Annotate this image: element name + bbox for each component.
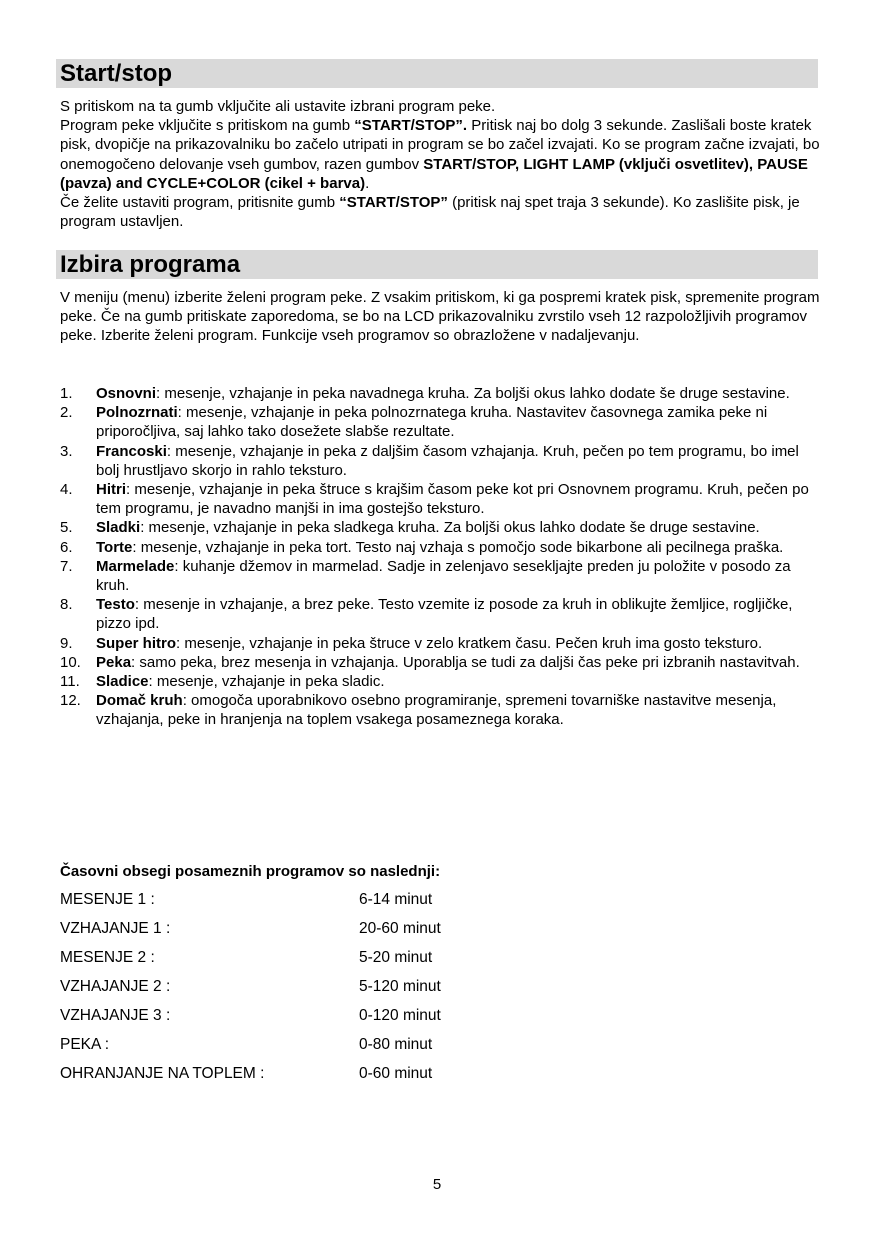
times-table [60,885,560,1088]
start-stop-line2-bold: “START/STOP”. [354,117,468,135]
time-row [60,972,560,1001]
program-description: : mesenje, vzhajanje in peka sladkega kruha. Za boljši okus lahko dodate še druge sestavine. [140,519,760,537]
start-stop-line3-post: (pritisk naj spet traja 3 sekunde). Ko zaslišite pisk, je program ustavljen. [60,194,800,231]
time-label: PEKA : [60,1036,110,1053]
program-name: Super hitro [96,634,177,652]
time-value: 0-60 minut [359,1065,433,1082]
program-item [60,442,820,480]
program-name: Sladki [96,519,141,537]
program-item [60,538,820,557]
program-name: Polnozrnati [96,404,178,422]
program-name: Francoski [96,442,167,460]
program-list [60,384,820,730]
program-item [60,634,820,653]
start-stop-line2-end: . [365,174,370,192]
program-item [60,480,820,518]
program-description: : omogoča uporabnikovo osebno programiranje, spremeni tovarniške nastavitve mesenja, vzhajanja, peke in hranjenja na toplem vsakega posameznega koraka. [96,692,777,729]
time-row [60,885,560,914]
izbira-programa-intro: V meniju (menu) izberite želeni program peke. Z vsakim pritiskom, ki ga pospremi kratek pisk, spremenite program peke. Če na gumb pritiskate zaporedoma, se bo na LCD prikazovalniku zvrstilo vseh 12 razpoložljivih programov peke. Izberite želeni program. Funkcije vseh programov so obrazložene v nadaljevanju. [60,289,820,345]
program-description: : mesenje, vzhajanje in peka sladic. [148,673,385,691]
program-description: : mesenje, vzhajanje in peka tort. Testo naj vzhaja s pomočjo sode bikarbone ali pecilnega praška. [132,538,784,556]
start-stop-line2-pre: Program peke vključite s pritiskom na gumb [60,117,355,135]
time-label: MESENJE 1 : [60,891,155,908]
time-value: 5-20 minut [359,949,433,966]
start-stop-line1: S pritiskom na ta gumb vključite ali ustavite izbrani program peke. [60,98,496,115]
program-number: 6. [60,538,73,556]
program-item [60,691,820,729]
start-stop-line3-bold: “START/STOP” [339,194,448,212]
program-name: Osnovni [96,385,157,402]
program-number: 7. [60,557,73,575]
program-description: : mesenje in vzhajanje, a brez peke. Testo vzemite iz posode za kruh in oblikujte žemljice, rogljičke, pizzo ipd. [96,596,793,633]
program-number: 4. [60,481,73,499]
program-item [60,518,820,537]
start-stop-line2-bold2: START/STOP, LIGHT LAMP (vključi osvetlitev), PAUSE (pavza) and CYCLE+COLOR (cikel + barva) [60,155,808,192]
time-value: 0-120 minut [359,1007,441,1024]
program-item [60,653,820,672]
time-value: 6-14 minut [359,891,433,908]
program-number: 9. [60,634,73,652]
program-name: Domač kruh [96,692,183,710]
program-number: 2. [60,404,73,422]
program-description: : mesenje, vzhajanje in peka štruce v zelo kratkem času. Pečen kruh ima gosto teksturo. [176,634,763,652]
start-stop-text [60,97,820,231]
program-number: 11. [60,673,80,691]
program-name: Hitri [96,481,126,499]
program-item [60,595,820,633]
program-item [60,384,820,403]
section-heading-izbira-programa: Izbira programa [56,250,818,279]
time-value: 5-120 minut [359,978,441,995]
program-name: Peka [96,653,132,671]
program-description: : kuhanje džemov in marmelad. Sadje in zelenjavo sesekljajte preden ju položite v posodo za kruh. [96,557,791,595]
program-number: 10. [60,653,81,671]
time-label: OHRANJANJE NA TOPLEM : [60,1065,265,1082]
time-value: 20-60 minut [359,920,441,937]
start-stop-line2-post: Pritisk naj bo dolg 3 sekunde. Zaslišali boste kratek pisk, dvopičje na prikazovalniku bo začelo utripati in program se bo začel izvajati. Ko se program začne izvajati, bo onemogočeno delovanje vseh gumbov, razen gumbov [60,117,820,173]
program-description: : mesenje, vzhajanje in peka z daljšim časom vzhajanja. Kruh, pečen po tem programu, bo imel bolj hrustljavo skorjo in rahlo teksturo. [96,442,799,479]
time-label: VZHAJANJE 3 : [60,1007,171,1024]
program-item [60,672,820,691]
program-name: Sladice [96,673,149,691]
page-number: 5 [432,1176,442,1193]
time-label: MESENJE 2 : [60,949,155,966]
program-item [60,403,820,441]
time-row [60,1030,560,1059]
time-row [60,1001,560,1030]
times-title: Časovni obsegi posameznih programov so naslednji: [60,863,441,880]
program-number: 1. [60,385,73,402]
program-number: 3. [60,442,73,460]
program-description: : mesenje, vzhajanje in peka polnozrnatega kruha. Nastavitev časovnega zamika peke ni priporočljiva, saj lahko tako dosežete slabše rezultate. [96,404,768,441]
program-number: 5. [60,519,73,537]
program-name: Testo [96,596,135,614]
time-label: VZHAJANJE 2 : [60,978,171,995]
program-description: : mesenje, vzhajanje in peka navadnega kruha. Za boljši okus lahko dodate še druge sestavine. [156,385,790,402]
section-heading-start-stop: Start/stop [56,59,818,88]
time-row [60,1059,560,1088]
program-number: 8. [60,596,73,614]
program-name: Torte [96,538,133,556]
program-item [60,557,820,595]
time-row [60,943,560,972]
start-stop-line3-pre: Če želite ustaviti program, pritisnite gumb [60,194,340,212]
program-name: Marmelade [96,557,175,575]
time-value: 0-80 minut [359,1036,433,1053]
time-row [60,914,560,943]
time-label: VZHAJANJE 1 : [60,920,171,937]
program-number: 12. [60,692,81,710]
program-description: : mesenje, vzhajanje in peka štruce s krajšim časom peke kot pri Osnovnem programu. Kruh, pečen po tem programu, je navadno manjši in ima gostejšo teksturo. [96,481,809,518]
program-description: : samo peka, brez mesenja in vzhajanja. Uporablja se tudi za daljši čas peke pri izbranih nastavitvah. [131,653,800,671]
